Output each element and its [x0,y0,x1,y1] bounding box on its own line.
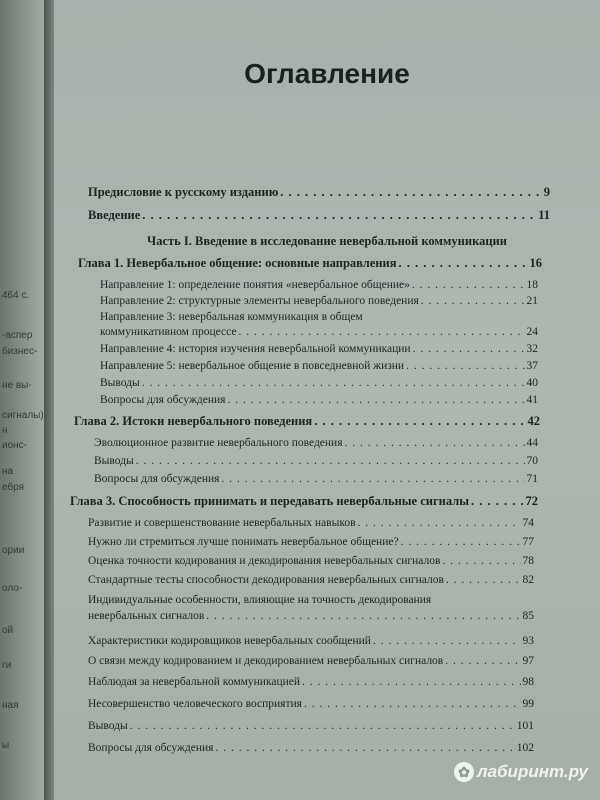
toc-entry-page: 18 [526,279,538,291]
toc-entry-text: Индивидуальные особенности, влияющие на точность декодирования [88,594,432,606]
left-fragment: -аспер [2,330,33,341]
toc-entry-text: невербальных сигналов [88,610,205,622]
toc-leader [345,436,525,450]
toc-entry-page: 71 [526,473,538,485]
toc-entry-page: 99 [522,698,534,710]
toc-leader [446,573,521,587]
page-title: Оглавление [244,58,410,89]
toc-item [94,472,538,486]
toc-entry-page: 72 [525,494,538,508]
toc-entry-text: Предисловие к русскому изданию [88,185,279,199]
toc-entry-text: Наблюдая за невербальной коммуникацией [88,676,301,688]
left-fragment: ги [2,660,12,671]
toc-entry-page: 42 [527,414,540,428]
toc-entry-text: Направление 1: определение понятия «невербальное общение» [100,279,410,291]
toc-entry-page: 78 [522,555,534,567]
toc-item [88,554,534,568]
part-heading: Часть I. Введение в исследование невербальной коммуникации [147,234,507,248]
toc-entry-text: Вопросы для обсуждения [88,742,214,754]
toc-item [88,535,534,549]
toc-entry-intro [88,208,550,222]
toc-entry-text: Введение [88,208,141,222]
toc-leader [471,494,524,508]
toc-leader [314,414,525,428]
toc-leader [238,325,524,339]
left-fragment: н [2,425,8,436]
toc-entry-page: 44 [526,437,538,449]
toc-entry-text: коммуникативном процессе [100,326,237,338]
toc-item [100,278,538,292]
left-fragment: ории [2,545,25,556]
toc-leader [302,675,520,689]
left-fragment: ой [2,625,14,636]
toc-item [100,294,538,308]
toc-leader [280,185,541,199]
toc-entry-text: Направление 5: невербальное общение в повседневной жизни [100,360,405,372]
toc-entry-text: Глава 2. Истоки невербального поведения [74,414,313,428]
toc-item [100,376,538,390]
toc-entry-text: Эволюционное развитие невербального поведения [94,437,343,449]
toc-item [94,454,538,468]
left-fragment: ы [2,740,10,751]
toc-entry-page: 74 [522,517,534,529]
toc-item [88,634,534,648]
toc-entry-text: Вопросы для обсуждения [94,473,220,485]
toc-entry-text: Развитие и совершенствование невербальных навыков [88,517,356,529]
toc-leader [442,554,520,568]
toc-chapter-1 [78,256,542,270]
left-fragment: оло- [2,583,23,594]
toc-entry-page: 70 [526,455,538,467]
watermark-text: лабиринт.ру [477,762,588,781]
toc-item [88,675,534,689]
toc-entry-page: 101 [516,720,534,732]
toc-chapter-2 [74,414,540,428]
toc-leader [406,359,524,373]
toc-entry-text: Направление 4: история изучения невербальной коммуникации [100,343,411,355]
toc-item [100,393,538,407]
toc-entry-text: Вопросы для обсуждения [100,394,226,406]
left-fragment: бизнес- [2,346,38,357]
toc-entry-page: 9 [543,185,550,199]
left-fragment: не вы- [2,380,32,391]
toc-entry-page: 102 [516,742,534,754]
toc-leader [142,208,536,222]
toc-entry-page: 32 [526,343,538,355]
toc-item [88,516,534,530]
toc-leader [398,256,527,270]
toc-item-line1 [100,310,538,324]
toc-entry-page: 77 [522,536,534,548]
toc-entry-page: 85 [522,610,534,622]
toc-item [88,697,534,711]
toc-chapter-3 [70,494,538,508]
book-spine [44,0,54,800]
book-page [54,0,600,800]
toc-item [94,436,538,450]
toc-item-line1 [88,593,534,607]
toc-leader [142,376,525,390]
toc-leader [206,609,520,623]
toc-item [88,741,534,755]
toc-item [88,609,534,623]
toc-entry-text: Выводы [94,455,134,467]
toc-leader [130,719,515,733]
toc-leader [221,472,524,486]
toc-entry-text: О связи между кодированием и декодированием невербальных сигналов [88,655,444,667]
toc-entry-page: 37 [526,360,538,372]
toc-entry-text: Характеристики кодировщиков невербальных сообщений [88,635,371,647]
toc-item [100,359,538,373]
toc-entry-page: 41 [526,394,538,406]
toc-entry-page: 97 [522,655,534,667]
left-fragment: на [2,466,14,477]
toc-entry-text: Выводы [88,720,128,732]
toc-item [100,325,538,339]
toc-entry-page: 11 [538,208,550,222]
toc-leader [445,654,520,668]
toc-entry-text: Направление 2: структурные элементы невербального поведения [100,295,419,307]
toc-entry-text: Нужно ли стремиться лучше понимать невербальное общение? [88,536,399,548]
toc-entry-text: Выводы [100,377,140,389]
toc-entry-page: 24 [526,326,538,338]
toc-entry-text: Оценка точности кодирования и декодирования невербальных сигналов [88,555,441,567]
toc-entry-page: 40 [526,377,538,389]
toc-entry-page: 93 [522,635,534,647]
toc-item [88,573,534,587]
toc-leader [401,535,521,549]
labirint-watermark [454,762,588,782]
toc-entry-text: Глава 1. Невербальное общение: основные направления [78,256,397,270]
toc-item [88,719,534,733]
left-fragment: ная [2,700,19,711]
toc-entry-page: 21 [526,295,538,307]
toc-entry-page: 82 [522,574,534,586]
left-fragment: 464 с. [2,290,30,301]
left-fragment: ебря [2,482,25,493]
left-fragment: ионс- [2,440,27,451]
adjacent-page-edge [0,0,44,800]
toc-item [88,654,534,668]
toc-leader [412,278,525,292]
toc-entry-text: Направление 3: невербальная коммуникация в общем [100,311,363,323]
toc-leader [136,454,525,468]
toc-leader [215,741,514,755]
toc-item [100,342,538,356]
toc-entry-text: Стандартные тесты способности декодирования невербальных сигналов [88,574,444,586]
labirint-logo-icon: ✿ [454,762,474,782]
left-fragment: сигналы) [2,410,44,421]
toc-entry-page: 98 [522,676,534,688]
toc-leader [358,516,521,530]
toc-entry-preface [88,185,550,199]
toc-leader [304,697,521,711]
toc-entry-page: 16 [529,256,542,270]
toc-leader [421,294,525,308]
toc-leader [373,634,521,648]
toc-entry-text: Несовершенство человеческого восприятия [88,698,302,710]
toc-leader [413,342,525,356]
toc-leader [227,393,524,407]
toc-entry-text: Глава 3. Способность принимать и передавать невербальные сигналы [70,494,469,508]
